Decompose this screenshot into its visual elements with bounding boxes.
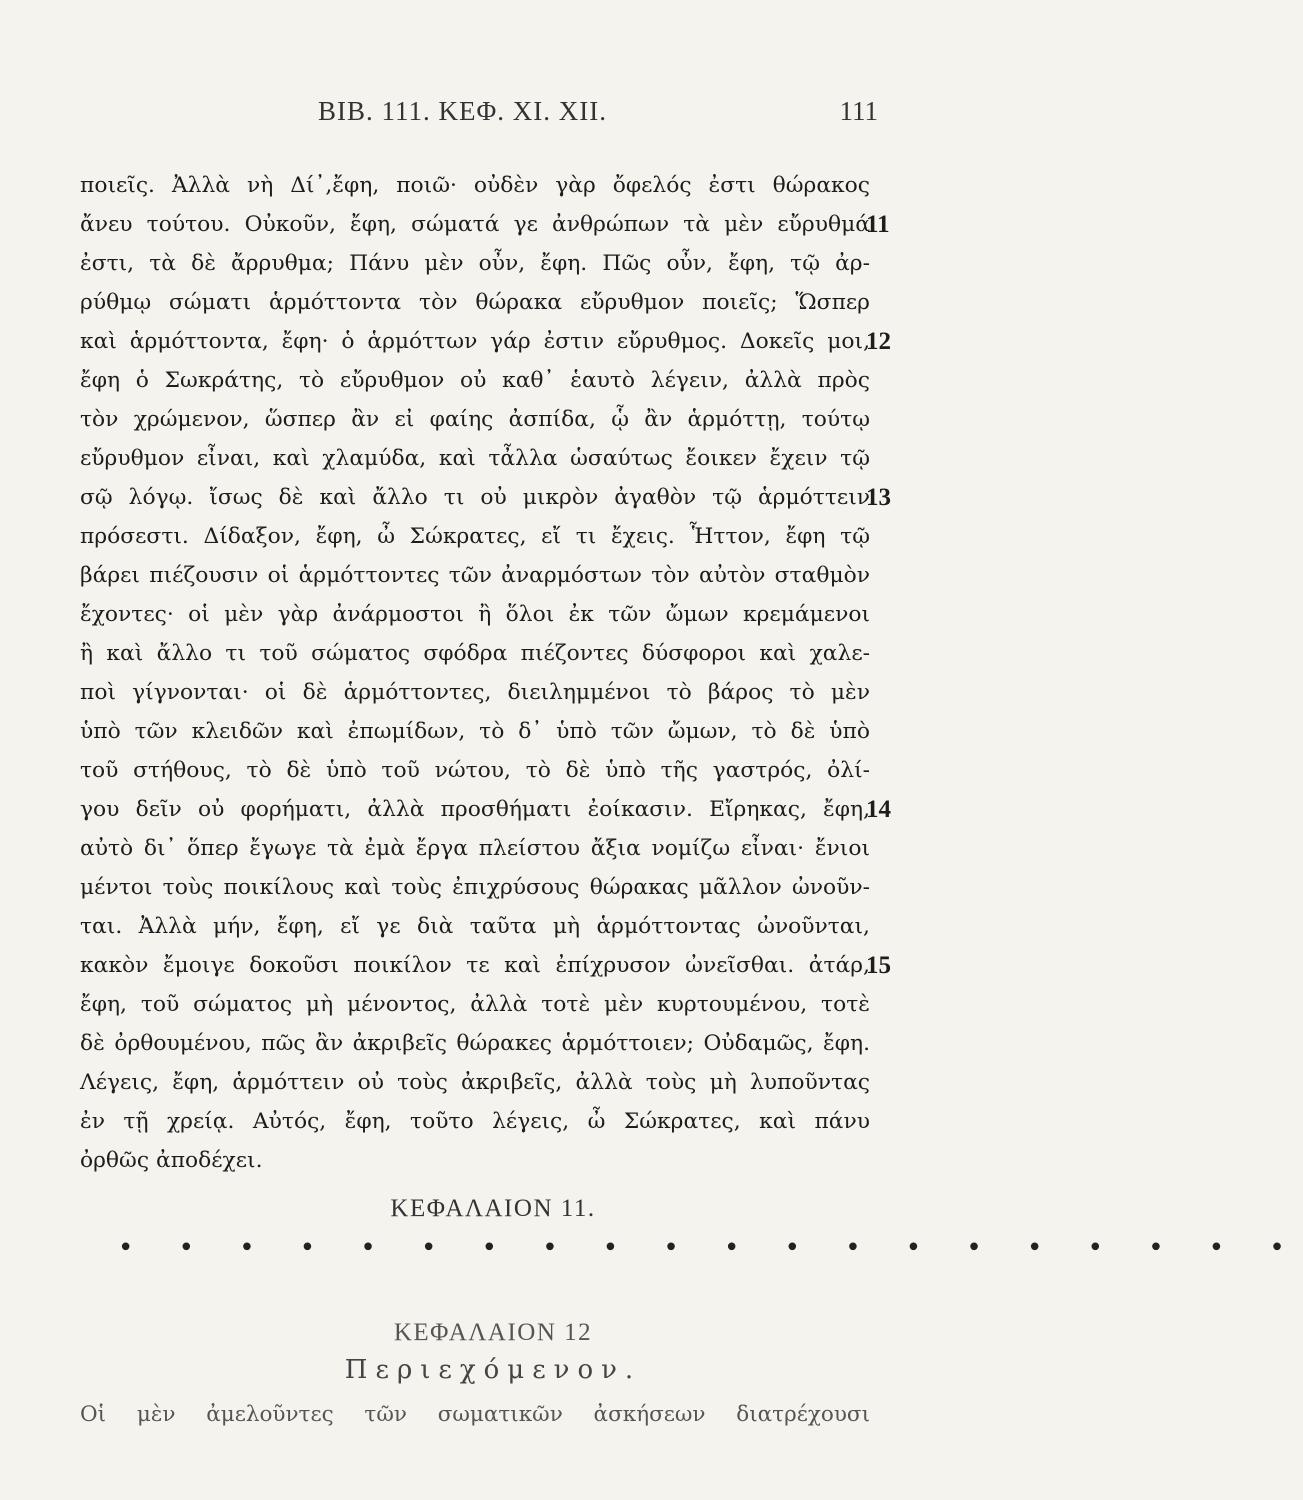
chapter-12-title: ΚΕΦΑΛΑΙΟΝ 12	[393, 1319, 593, 1346]
line-text: βάρει πιέζουσιν οἱ ἁρμόττοντες τῶν ἀναρμόστων τὸν αὐτὸν σταθμὸν	[80, 563, 870, 588]
line-text: Λέγεις, ἔφη, ἁρμόττειν οὐ τοὺς ἀκριβεῖς, ἀλλὰ τοὺς μὴ λυποῦντας	[80, 1070, 870, 1095]
text-line	[80, 634, 870, 673]
line-text: πρόσεστι. Δίδαξον, ἔφη, ὦ Σώκρατες, εἴ τι ἔχεις. Ἧττον, ἔφη τῷ	[80, 524, 870, 549]
running-header	[80, 92, 880, 132]
line-text: ἄνευ τούτου. Οὐκοῦν, ἔφη, σώματά γε ἀνθρώπων τὰ μὲν εὔρυθμά	[80, 212, 870, 237]
line-text: ἐν τῇ χρείᾳ. Αὐτός, ἔφη, τοῦτο λέγεις, ὦ Σώκρατες, καὶ πάνυ	[80, 1109, 870, 1134]
section-number: 12	[866, 328, 891, 355]
text-line	[80, 205, 890, 244]
body-text	[80, 166, 891, 1180]
text-line	[80, 868, 870, 907]
chapter-12-first-line: Οἱ μὲν ἀμελοῦντες τῶν σωματικῶν ἀσκήσεων διατρέχουσι	[80, 1402, 870, 1427]
line-text: εὔρυθμον εἶναι, καὶ χλαμύδα, καὶ τἆλλα ὡσαύτως ἔοικεν ἔχειν τῷ	[80, 446, 870, 471]
section-number: 15	[866, 952, 891, 979]
line-text: ἔχοντες· οἱ μὲν γὰρ ἀνάρμοστοι ἢ ὅλοι ἐκ τῶν ὤμων κρεμάμενοι	[80, 602, 870, 627]
line-text: ρύθμῳ σώματι ἁρμόττοντα τὸν θώρακα εὔρυθμον ποιεῖς; Ὥσπερ	[80, 290, 870, 315]
line-text: σῷ λόγῳ. ἴσως δὲ καὶ ἄλλο τι οὐ μικρὸν ἀγαθὸν τῷ ἁρμόττειν	[80, 485, 870, 510]
line-text: τὸν χρώμενον, ὥσπερ ἂν εἰ φαίης ἀσπίδα, ᾧ ἂν ἁρμόττῃ, τούτῳ	[80, 407, 870, 432]
text-line	[80, 673, 870, 712]
line-text: ὑπὸ τῶν κλειδῶν καὶ ἐπωμίδων, τὸ δ᾽ ὑπὸ τῶν ὤμων, τὸ δὲ ὑπὸ	[80, 719, 870, 744]
line-text: καὶ ἁρμόττοντα, ἔφη· ὁ ἁρμόττων γάρ ἐστιν εὔρυθμος. Δοκεῖς μοι,	[80, 329, 870, 354]
page-number: 111	[839, 96, 878, 126]
line-text: μέντοι τοὺς ποικίλους καὶ τοὺς ἐπιχρύσους θώρακας μᾶλλον ὠνοῦν-	[80, 875, 870, 900]
line-text: ται. Ἀλλὰ μήν, ἔφη, εἴ γε διὰ ταῦτα μὴ ἁρμόττοντας ὠνοῦνται,	[80, 914, 870, 939]
running-head: BIB. 111. ΚΕΦ. ΧΙ. ΧΙΙ.	[318, 96, 607, 126]
text-line	[80, 1063, 870, 1102]
line-text: ἐστι, τὰ δὲ ἄρρυθμα; Πάνυ μὲν οὖν, ἔφη. Πῶς οὖν, ἔφη, τῷ ἀρ-	[80, 251, 870, 276]
line-text: ὀρθῶς ἀποδέχει.	[80, 1148, 263, 1173]
text-line	[80, 712, 870, 751]
text-line	[80, 1102, 870, 1141]
text-line	[80, 322, 891, 361]
text-line	[80, 946, 891, 985]
line-text: κακὸν ἔμοιγε δοκοῦσι ποικίλον τε καὶ ἐπίχρυσον ὠνεῖσθαι. ἀτάρ,	[80, 953, 870, 978]
text-line	[80, 985, 870, 1024]
text-line	[80, 439, 870, 478]
chapter-11-title: ΚΕΦΑΛΑΙΟΝ 11.	[390, 1195, 596, 1222]
text-line	[80, 595, 870, 634]
text-line	[80, 1024, 870, 1063]
text-line	[80, 829, 870, 868]
text-line	[80, 361, 870, 400]
section-number: 11	[866, 211, 890, 238]
line-text: ποὶ γίγνονται· οἱ δὲ ἁρμόττοντες, διειλημμένοι τὸ βάρος τὸ μὲν	[80, 680, 870, 705]
section-number: 14	[866, 796, 891, 823]
text-line	[80, 1141, 870, 1180]
text-line	[80, 400, 870, 439]
text-line	[80, 790, 891, 829]
text-line	[80, 283, 870, 322]
line-text: αὐτὸ δι᾽ ὅπερ ἔγωγε τὰ ἐμὰ ἔργα πλείστου ἄξια νομίζω εἶναι· ἔνιοι	[80, 836, 870, 861]
text-line	[80, 751, 870, 790]
omission-dots: • • • • • • • • • • • • • • • • • • • •	[118, 1233, 1303, 1263]
text-line	[80, 478, 891, 517]
line-text: ἔφη ὁ Σωκράτης, τὸ εὔρυθμον οὐ καθ᾽ ἑαυτὸ λέγειν, ἀλλὰ πρὸς	[80, 368, 870, 393]
line-text: τοῦ στήθους, τὸ δὲ ὑπὸ τοῦ νώτου, τὸ δὲ ὑπὸ τῆς γαστρός, ὀλί-	[80, 758, 870, 783]
text-line	[80, 517, 870, 556]
text-line	[80, 244, 870, 283]
line-text: δὲ ὀρθουμένου, πῶς ἂν ἀκριβεῖς θώρακες ἁρμόττοιεν; Οὐδαμῶς, ἔφη.	[80, 1031, 870, 1056]
chapter-12-subtitle: Περιεχόμενον.	[344, 1355, 642, 1385]
text-line	[80, 907, 870, 946]
text-line	[80, 556, 870, 595]
text-line	[80, 166, 870, 205]
line-text: ἢ καὶ ἄλλο τι τοῦ σώματος σφόδρα πιέζοντες δύσφοροι καὶ χαλε-	[80, 641, 870, 666]
line-text: γου δεῖν οὐ φορήματι, ἀλλὰ προσθήματι ἐοίκασιν. Εἴρηκας, ἔφη,	[80, 797, 870, 822]
line-text: ποιεῖς. Ἀλλὰ νὴ Δί᾽,ἔφη, ποιῶ· οὐδὲν γὰρ ὄφελός ἐστι θώρακος	[80, 173, 870, 198]
line-text: ἔφη, τοῦ σώματος μὴ μένοντος, ἀλλὰ τοτὲ μὲν κυρτουμένου, τοτὲ	[80, 992, 870, 1017]
section-number: 13	[866, 484, 891, 511]
